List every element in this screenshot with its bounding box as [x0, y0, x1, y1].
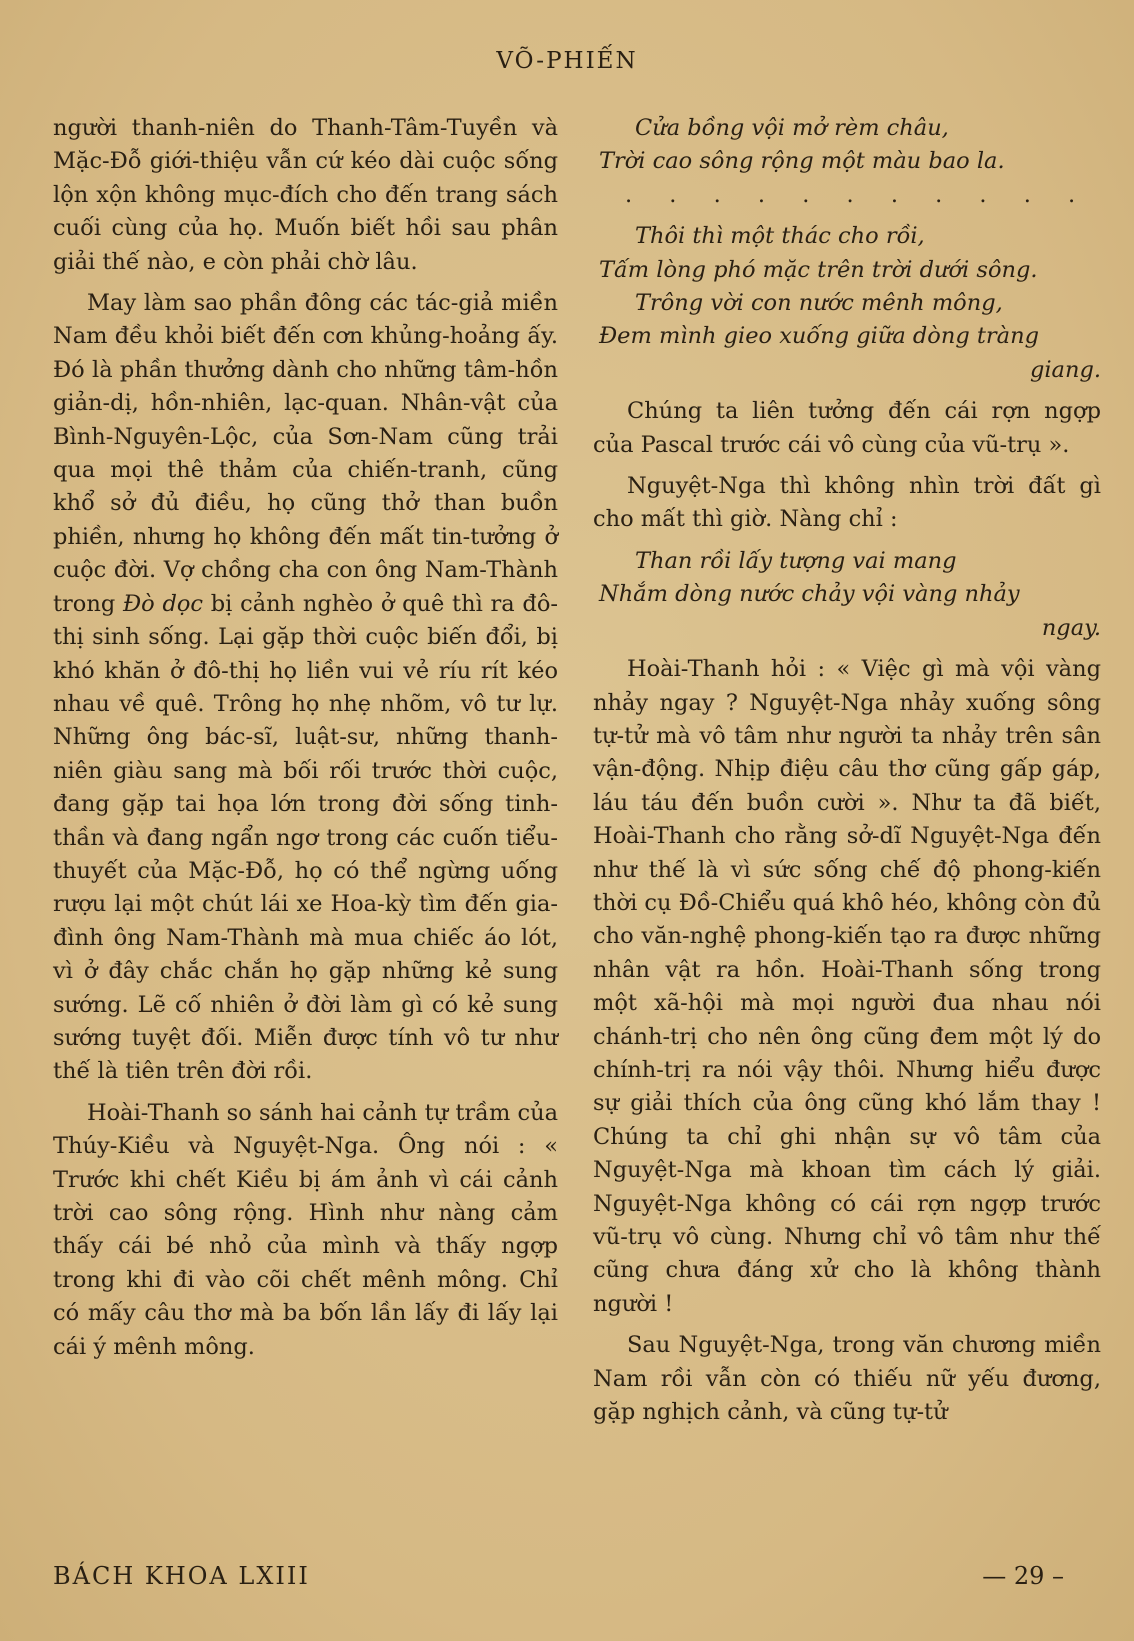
verse-line: Thôi thì một thác cho rồi,: [635, 223, 925, 250]
verse-line-tail: giang.: [1029, 356, 1101, 383]
footer-magazine-title: BÁCH KHOA LXIII: [53, 1562, 310, 1590]
page-number: — 29 –: [982, 1562, 1064, 1590]
right-column: [593, 112, 1101, 1437]
paragraph: Hoài-Thanh so sánh hai cảnh tự trầm của Thúy-Kiều và Nguyệt-Nga. Ông nói : « Trước khi chết Kiều bị ám ảnh vì cái cảnh trời cao sông rộng. Hình như nàng cảm thấy cái bé nhỏ của mình và thấy ngợp trong khi đi vào cõi chết mênh mông. Chỉ có mấy câu thơ mà ba bốn lần lấy đi lấy lại cái ý mênh mông.: [53, 1099, 558, 1360]
paragraph: [53, 287, 558, 1089]
paragraph-text: May làm sao phần đông các tác-giả miền Nam đều khỏi biết đến cơn khủng-hoảng ấy. Đó là phần thưởng dành cho những tâm-hồn giản-dị, hồn-nhiên, lạc-quan. Nhân-vật của Bình-Nguyên-Lộc, của Sơn-Nam cũng trải qua mọi thê thảm của chiến-tranh, cũng khổ sở đủ điều, họ cũng thở than buồn phiền, nhưng họ không đến mất tin-tưởng ở cuộc đời. Vợ chồng cha con ông Nam-Thành trong: [53, 290, 558, 617]
verse-line: Nhắm dòng nước chảy vội vàng nhảy: [599, 581, 1020, 608]
verse-block: [593, 112, 1101, 212]
verse-line: Đem mình gieo xuống giữa dòng tràng: [599, 323, 1039, 350]
verse-line: Trông vời con nước mênh mông,: [635, 290, 1003, 317]
verse-line: Trời cao sông rộng một màu bao la.: [599, 148, 1005, 175]
paragraph: Sau Nguyệt-Nga, trong văn chương miền Nam rồi vẫn còn có thiếu nữ yếu đương, gặp nghịch cảnh, và cũng tự-tử: [593, 1332, 1101, 1426]
paragraph: Nguyệt-Nga thì không nhìn trời đất gì cho mất thì giờ. Nàng chỉ :: [593, 473, 1101, 533]
verse-line: Tấm lòng phó mặc trên trời dưới sông.: [599, 256, 1038, 283]
verse-line: Than rồi lấy tượng vai mang: [635, 547, 957, 574]
paragraph: Chúng ta liên tưởng đến cái rợn ngợp của Pascal trước cái vô cùng của vũ-trụ ».: [593, 398, 1101, 458]
ellipsis-line: . . . . . . . . . . .: [625, 181, 1091, 208]
paragraph-text: bị cảnh nghèo ở quê thì ra đô-thị sinh sống. Lại gặp thời cuộc biến đổi, bị khó khăn ở đô-thị họ liền vui vẻ ríu rít kéo nhau về quê. Trông họ nhẹ nhõm, vô tư lự. Những ông bác-sĩ, luật-sư, những thanh-niên giàu sang mà bối rối trước thời cuộc, đang gặp tai họa lớn trong đời sống tinh-thần và đang ngẩn ngơ trong các cuốn tiểu-thuyết của Mặc-Đỗ, họ có thể ngừng uống rượu lại một chút lái xe Hoa-kỳ tìm đến gia-đình ông Nam-Thành mà mua chiếc áo lót, vì ở đây chắc chắn họ gặp những kẻ sung sướng. Lẽ cố nhiên ở đời làm gì có kẻ sung sướng tuyệt đối. Miễn được tính vô tư như thế là tiên trên đời rồi.: [53, 590, 558, 1085]
verse-block: [593, 545, 1101, 645]
running-header: VÕ-PHIẾN: [496, 48, 638, 74]
left-column: [53, 112, 558, 1372]
verse-line-tail: ngay.: [1041, 614, 1101, 641]
paragraph: người thanh-niên do Thanh-Tâm-Tuyền và Mặc-Đỗ giới-thiệu vẫn cứ kéo dài cuộc sống lộn xộn không mục-đích cho đến trang sách cuối cùng của họ. Muốn biết hồi sau phân giải thế nào, e còn phải chờ lâu.: [53, 115, 558, 275]
paragraph: Hoài-Thanh hỏi : « Việc gì mà vội vàng nhảy ngay ? Nguyệt-Nga nhảy xuống sông tự-tử mà vô tâm như người ta nhảy trên sân vận-động. Nhịp điệu câu thơ cũng gấp gáp, láu táu đến buồn cười ». Như ta đã biết, Hoài-Thanh cho rằng sở-dĩ Nguyệt-Nga đến như thế là vì sức sống chế độ phong-kiến thời cụ Đồ-Chiểu quá khô héo, không còn đủ cho văn-nghệ phong-kiến tạo ra được những nhân vật ra hồn. Hoài-Thanh sống trong một xã-hội mà mọi người đua nhau nói chánh-trị cho nên ông cũng đem một lý do chính-trị ra nói vậy thôi. Nhưng hiểu được sự giải thích của ông cũng khó lắm thay ! Chúng ta chỉ ghi nhận sự vô tâm của Nguyệt-Nga mà khoan tìm cách lý giải. Nguyệt-Nga không có cái rợn ngợp trước vũ-trụ vô cùng. Nhưng chỉ vô tâm như thế cũng chưa đáng xử cho là không thành người !: [593, 656, 1101, 1317]
verse-line: Cửa bồng vội mở rèm châu,: [635, 115, 949, 141]
verse-block: [593, 220, 1101, 387]
book-title: Đò dọc: [123, 590, 203, 617]
